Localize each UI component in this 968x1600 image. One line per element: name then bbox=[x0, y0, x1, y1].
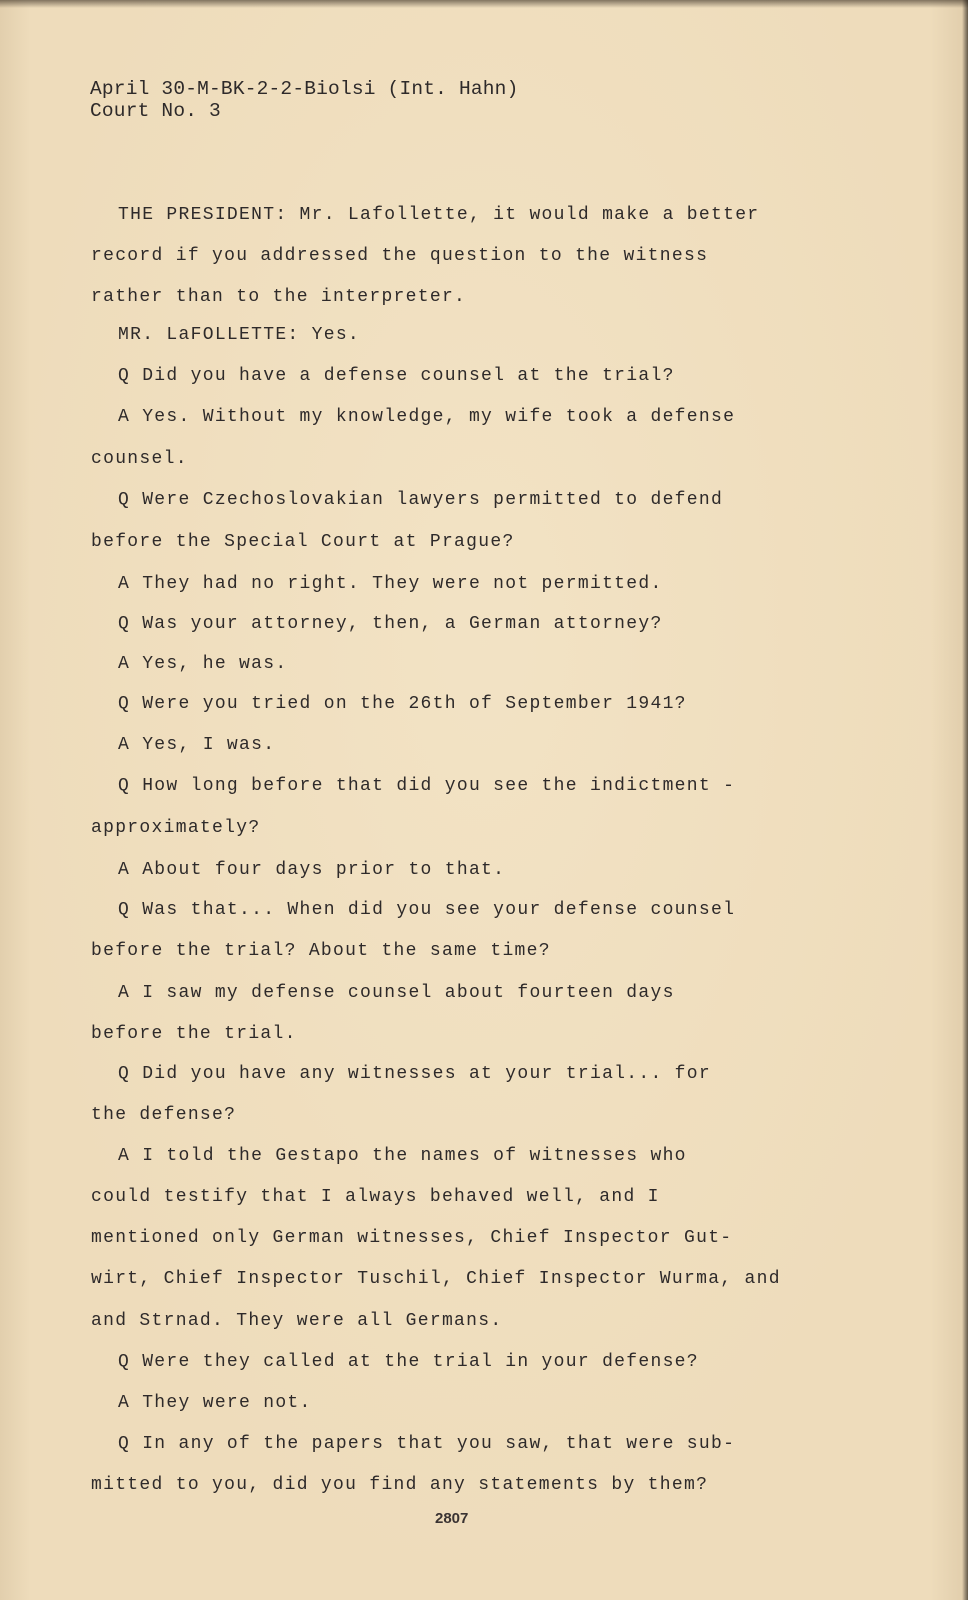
page-number: 2807 bbox=[435, 1510, 469, 1527]
header-court-line: Court No. 3 bbox=[90, 100, 221, 122]
scan-right-edge bbox=[962, 0, 968, 1600]
transcript-line: A Yes, I was. bbox=[118, 735, 276, 755]
transcript-line: wirt, Chief Inspector Tuschil, Chief Inspector Wurma, and bbox=[91, 1269, 781, 1289]
transcript-line: Q Were Czechoslovakian lawyers permitted to defend bbox=[118, 490, 724, 510]
transcript-line: counsel. bbox=[91, 449, 188, 469]
transcript-line: THE PRESIDENT: Mr. Lafollette, it would make a better bbox=[118, 205, 760, 225]
transcript-line: Q Did you have any witnesses at your trial... for bbox=[118, 1064, 711, 1084]
transcript-line: approximately? bbox=[91, 818, 261, 838]
transcript-line: A I saw my defense counsel about fourteen days bbox=[118, 983, 675, 1003]
transcript-line: MR. LaFOLLETTE: Yes. bbox=[118, 325, 361, 345]
transcript-line: mitted to you, did you find any statements by them? bbox=[91, 1475, 709, 1495]
transcript-line: A Yes. Without my knowledge, my wife took a defense bbox=[118, 407, 736, 427]
transcript-line: A Yes, he was. bbox=[118, 654, 288, 674]
transcript-line: A About four days prior to that. bbox=[118, 860, 506, 880]
document-header bbox=[90, 78, 518, 122]
transcript-line: Q Was that... When did you see your defense counsel bbox=[118, 900, 736, 920]
transcript-line: Q Did you have a defense counsel at the trial? bbox=[118, 366, 675, 386]
transcript-line: mentioned only German witnesses, Chief Inspector Gut- bbox=[91, 1228, 733, 1248]
transcript-line: Q Were they called at the trial in your defense? bbox=[118, 1352, 699, 1372]
transcript-line: could testify that I always behaved well, and I bbox=[91, 1187, 660, 1207]
transcript-line: Q How long before that did you see the indictment - bbox=[118, 776, 736, 796]
header-session-line: April 30-M-BK-2-2-Biolsi (Int. Hahn) bbox=[90, 78, 519, 100]
transcript-line: record if you addressed the question to the witness bbox=[91, 246, 709, 266]
transcript-line: and Strnad. They were all Germans. bbox=[91, 1311, 503, 1331]
transcript-line: Q Were you tried on the 26th of September 1941? bbox=[118, 694, 687, 714]
transcript-line: before the trial. bbox=[91, 1024, 297, 1044]
transcript-line: A They had no right. They were not permitted. bbox=[118, 574, 663, 594]
transcript-line: before the Special Court at Prague? bbox=[91, 532, 515, 552]
transcript-line: Q In any of the papers that you saw, that were sub- bbox=[118, 1434, 736, 1454]
scan-top-shadow bbox=[0, 0, 968, 8]
transcript-line: A They were not. bbox=[118, 1393, 312, 1413]
transcript-line: Q Was your attorney, then, a German attorney? bbox=[118, 614, 663, 634]
transcript-line: rather than to the interpreter. bbox=[91, 287, 467, 307]
transcript-line: the defense? bbox=[91, 1105, 237, 1125]
transcript-line: A I told the Gestapo the names of witnesses who bbox=[118, 1146, 687, 1166]
transcript-line: before the trial? About the same time? bbox=[91, 941, 551, 961]
